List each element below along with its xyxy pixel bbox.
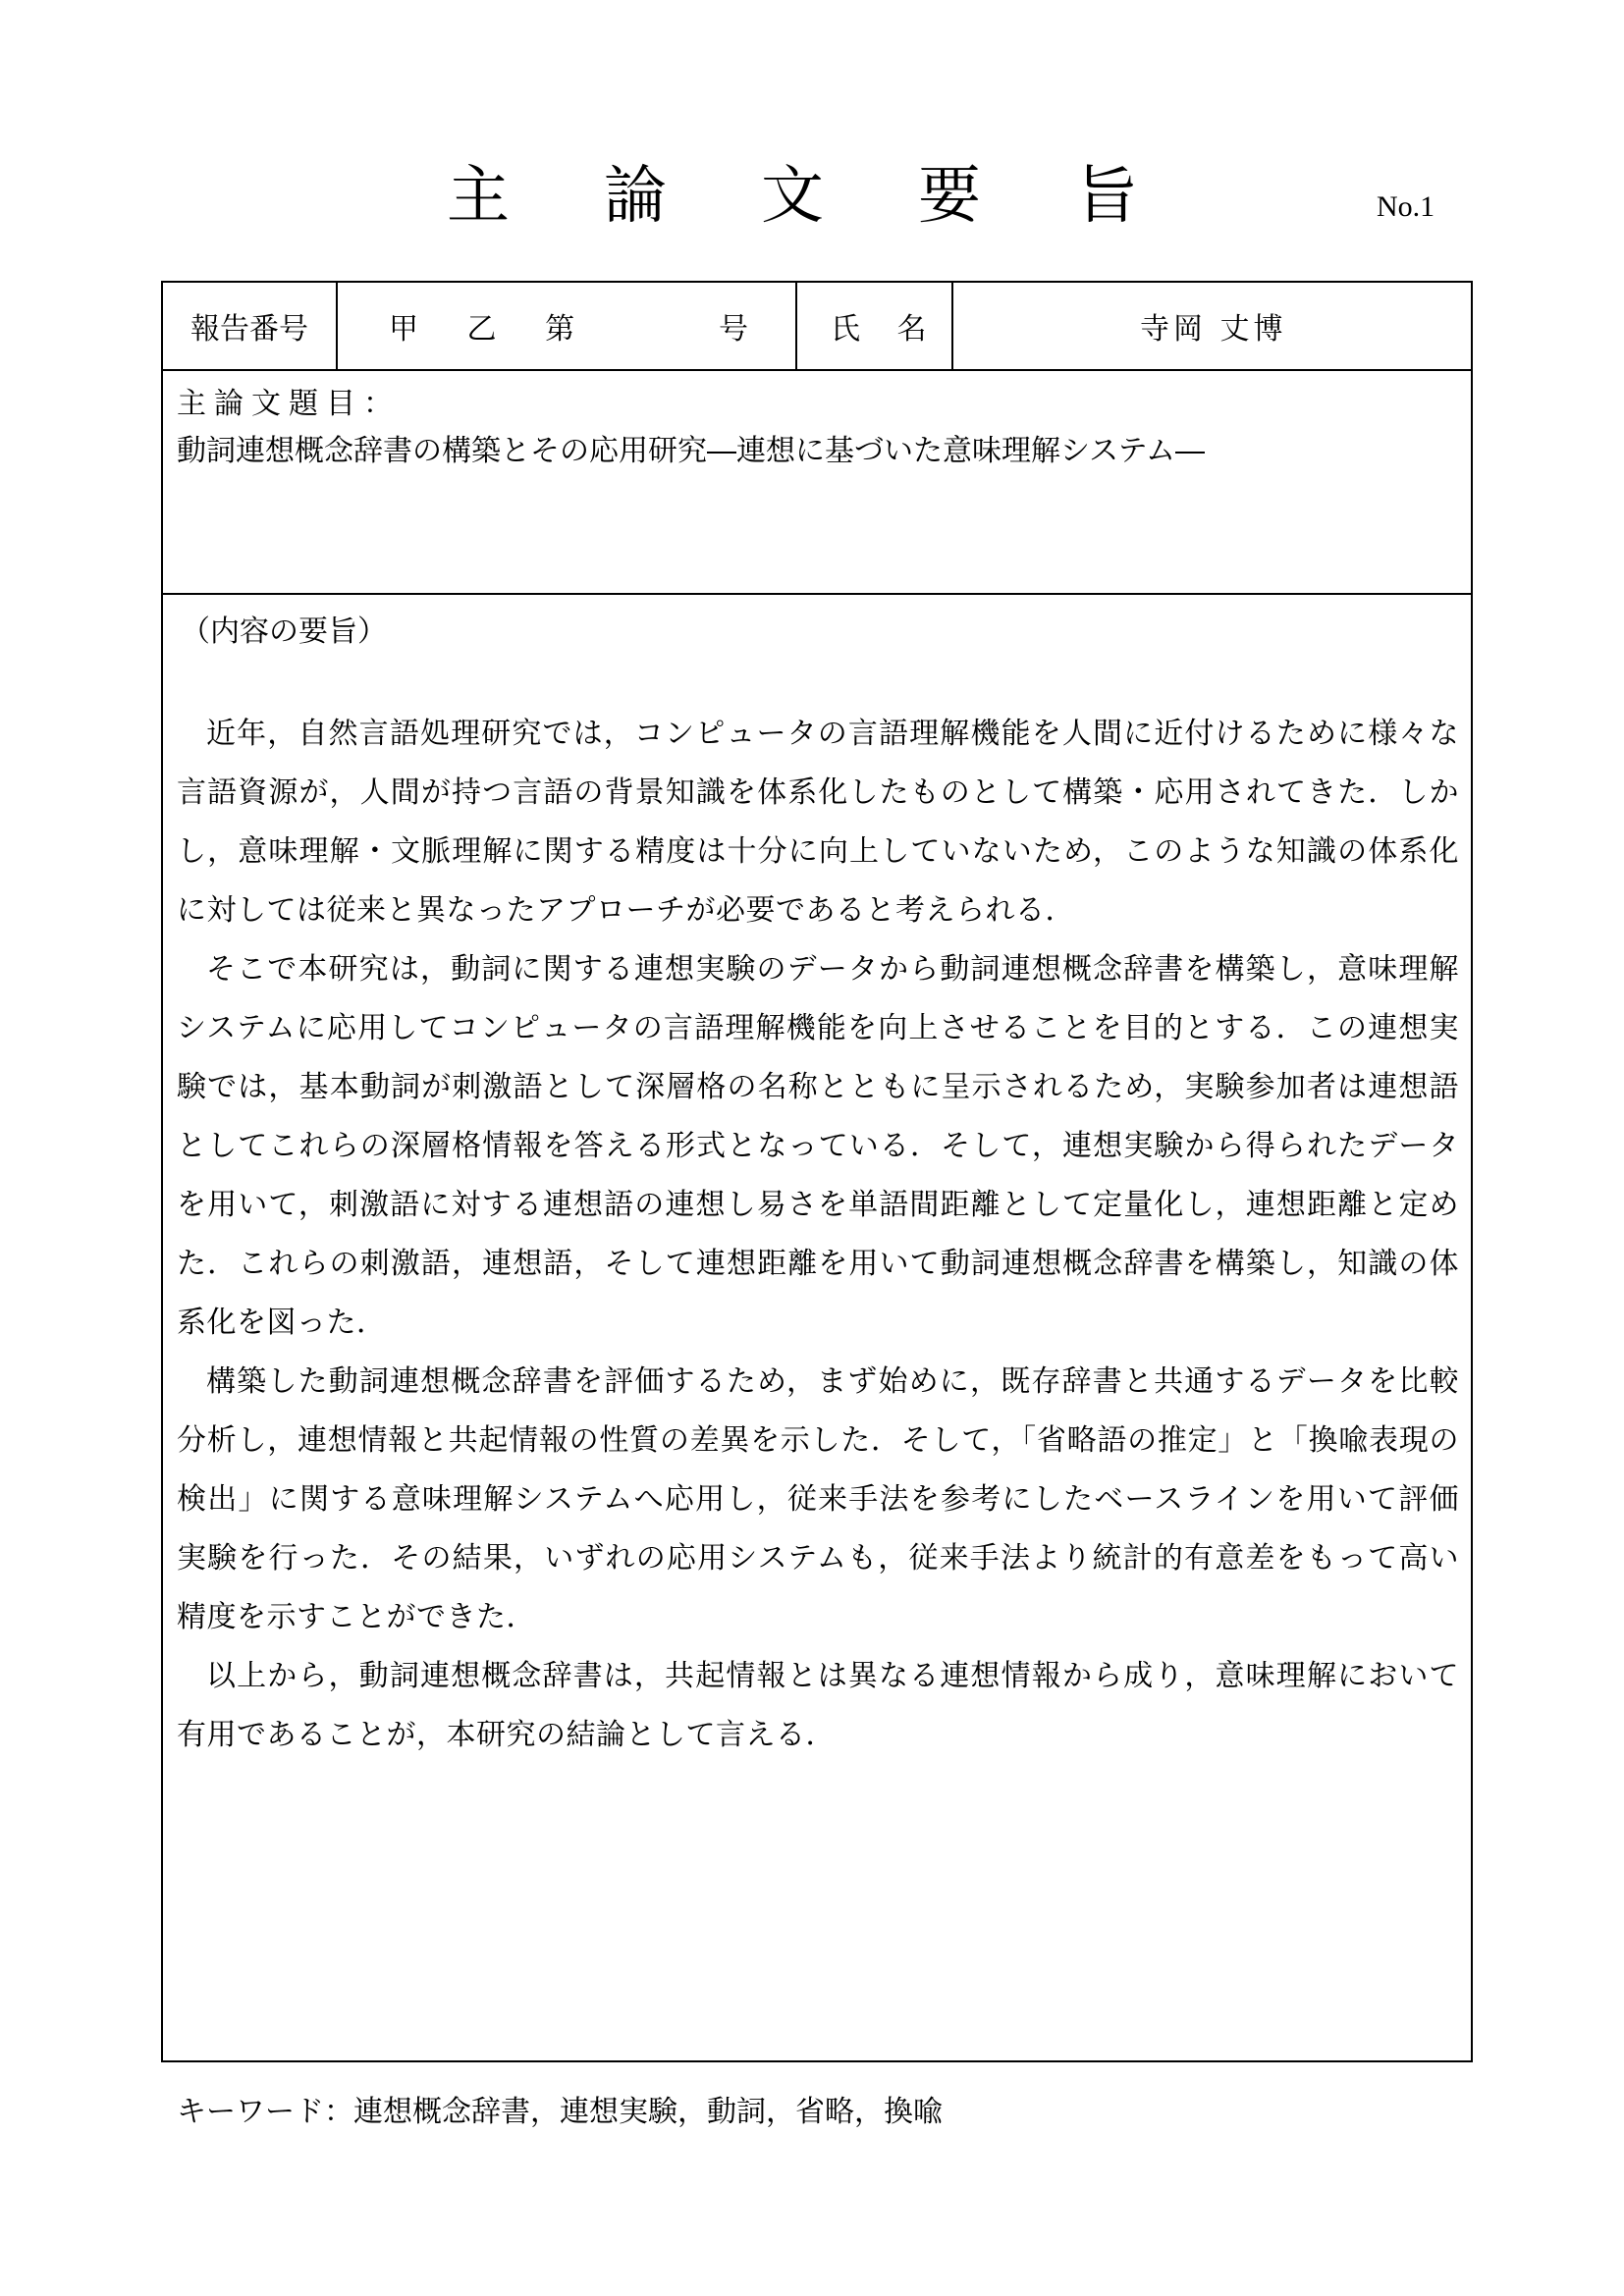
summary-paragraph: そこで本研究は，動詞に関する連想実験のデータから動詞連想概念辞書を構築し，意味理解システムに応用してコンピュータの言語理解機能を向上させることを目的とする．この連想実験では，基本動詞が刺激語として深層格の名称とともに呈示されるため，実験参加者は連想語としてこれらの深層格情報を答える形式となっている．そして，連想実験から得られたデータを用いて，刺激語に対する連想語の連想し易さを単語間距離として定量化し，連想距離と定めた．これらの刺激語，連想語，そして連想距離を用いて動詞連想概念辞書を構築し，知識の体系化を図った． bbox=[177, 952, 1459, 1340]
summary-form bbox=[161, 281, 1473, 2129]
divider bbox=[951, 283, 953, 369]
report-number-label: 報告番号 bbox=[190, 312, 308, 347]
report-header-row bbox=[163, 283, 1471, 371]
thesis-title: 動詞連想概念辞書の構築とその応用研究―連想に基づいた意味理解システム― bbox=[177, 434, 1205, 468]
thesis-title-label: 主論文題目： bbox=[177, 387, 401, 421]
name-value: 寺岡 丈博 bbox=[1140, 312, 1287, 347]
summary-paragraph: 以上から，動詞連想概念辞書は，共起情報とは異なる連想情報から成り，意味理解において有用であることが，本研究の結論として言える． bbox=[177, 1659, 1459, 1752]
divider bbox=[795, 283, 797, 369]
keywords: キーワード：連想概念辞書，連想実験，動詞，省略，換喩 bbox=[177, 2095, 943, 2129]
summary-body bbox=[177, 705, 1459, 1765]
summary-section bbox=[163, 595, 1471, 2129]
thesis-title-section bbox=[163, 371, 1471, 595]
summary-paragraph: 近年，自然言語処理研究では，コンピュータの言語理解機能を人間に近付けるために様々な言語資源が，人間が持つ言語の背景知識を体系化したものとして構築・応用されてきた．しかし，意味理解・文脈理解に関する精度は十分に向上していないため，このような知識の体系化に対しては従来と異なったアプローチが必要であると考えられる． bbox=[177, 717, 1459, 928]
report-number-suffix: 号 bbox=[719, 312, 748, 347]
summary-heading: （内容の要旨） bbox=[181, 614, 387, 649]
divider bbox=[336, 283, 338, 369]
page-number: No.1 bbox=[1377, 190, 1435, 223]
report-number-prefix: 甲 乙 第 bbox=[389, 312, 595, 347]
summary-paragraph: 構築した動詞連想概念辞書を評価するため，まず始めに，既存辞書と共通するデータを比較分析し，連想情報と共起情報の性質の差異を示した．そして，「省略語の推定」と「換喩表現の検出」に関する意味理解システムへ応用し，従来手法を参考にしたベースラインを用いて評価実験を行った．その結果，いずれの応用システムも，従来手法より統計的有意差をもって高い精度を示すことができた． bbox=[177, 1364, 1459, 1634]
name-label: 氏 名 bbox=[831, 312, 941, 347]
page-title: 主論文要旨 bbox=[447, 160, 1232, 233]
